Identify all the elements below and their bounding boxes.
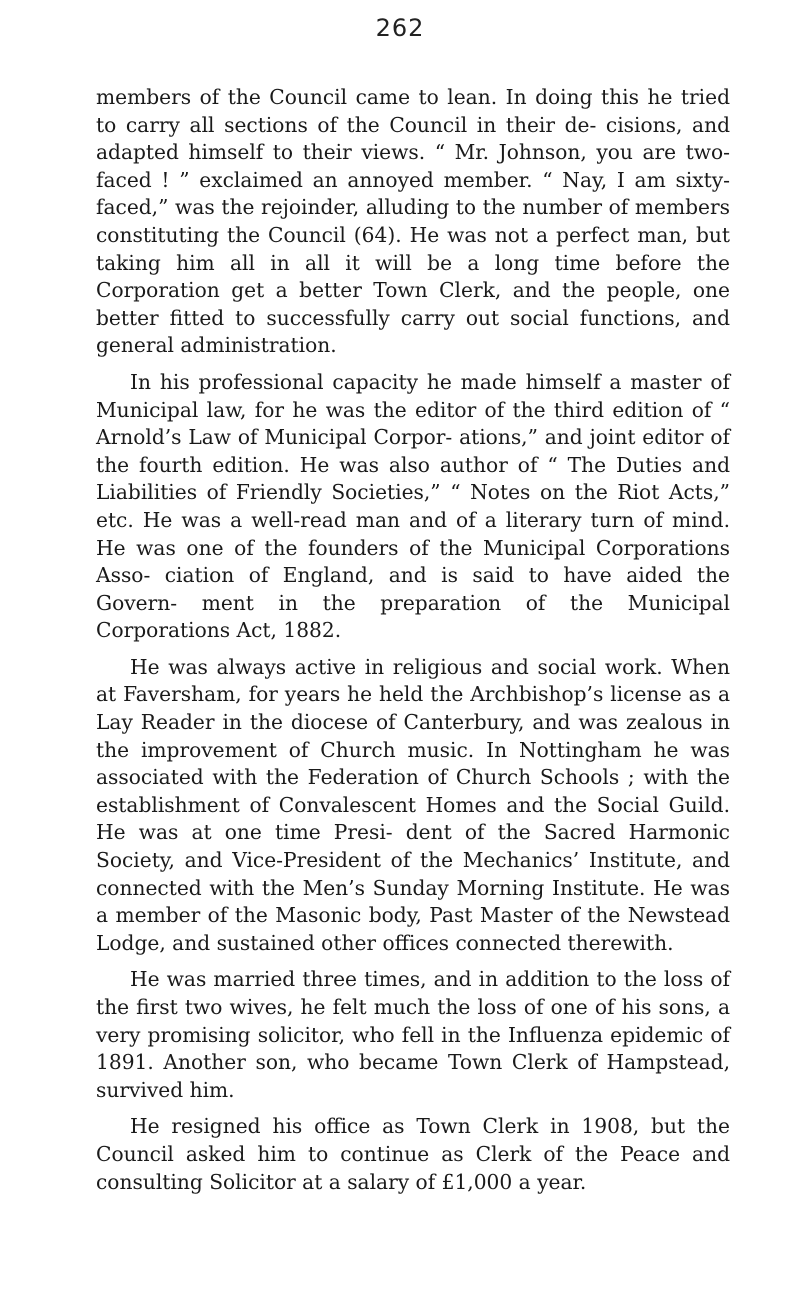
paragraph-3: He was always active in religious and social work. When at Faversham, for years he held the Archbishop’s license as a Lay Reader in the diocese of Canterbury, and was zealous in the improvement of Church music. In Nottingham he was associated with the Federation of Church Schools ; with the establishment of Convalescent Homes and the Social Guild. He was at one time Presi- dent of the Sacred Harmonic Society, and Vice-President of the Mechanics’ Institute, and connected with the Men’s Sunday Morning Institute. He was a member of the Masonic body, Past Master of the Newstead Lodge, and sustained other offices connected therewith. — [96, 654, 730, 955]
page-body — [96, 84, 730, 1196]
paragraph-4: He was married three times, and in addition to the loss of the first two wives, he felt much the loss of one of his sons, a very promising solicitor, who fell in the Influenza epidemic of 1891. Another son, who became Town Clerk of Hampstead, survived him. — [96, 967, 730, 1102]
page-number: 262 — [375, 14, 425, 42]
paragraph-2: In his professional capacity he made himself a master of Municipal law, for he was the editor of the third edition of “ Arnold’s Law of Municipal Corpor- ations,” and joint editor of the fourth edition. He was also author of “ The Duties and Liabilities of Friendly Societies,” “ Notes on the Riot Acts,” etc. He was a well-read man and of a literary turn of mind. He was one of the founders of the Municipal Corporations Asso- ciation of England, and is said to have aided the Govern- ment in the preparation of the Municipal Corporations Act, 1882. — [96, 369, 730, 643]
paragraph-5: He resigned his office as Town Clerk in 1908, but the Council asked him to continue as Clerk of the Peace and consulting Solicitor at a salary of £1,000 a year. — [96, 1114, 730, 1194]
paragraph-1: members of the Council came to lean. In doing this he tried to carry all sections of the Council in their de- cisions, and adapted himself to their views. “ Mr. Johnson, you are two-faced ! ” exclaimed an annoyed member. “ Nay, I am sixty-faced,” was the rejoinder, alluding to the number of members constituting the Council (64). He was not a perfect man, but taking him all in all it will be a long time before the Corporation get a better Town Clerk, and the people, one better fitted to successfully carry out social functions, and general administration. — [96, 85, 730, 358]
